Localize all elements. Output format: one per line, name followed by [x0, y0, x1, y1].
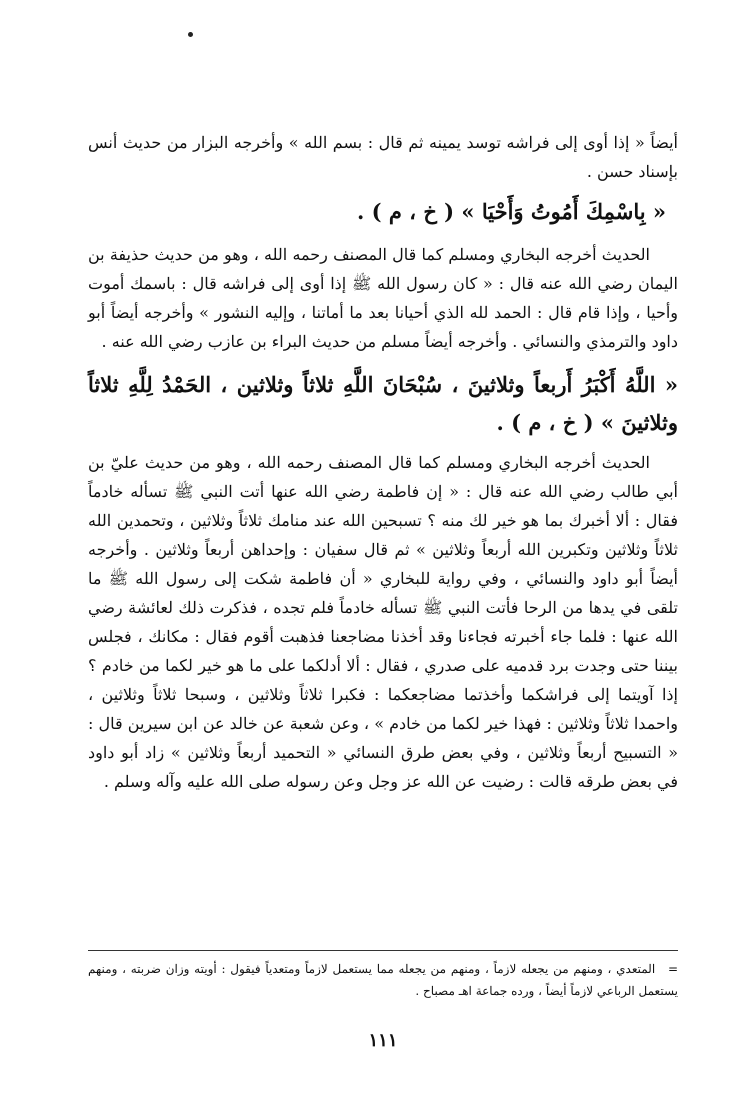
- page-mark-dot: [188, 32, 193, 37]
- footnote-text: المتعدي ، ومنهم من يجعله لازماً ، ومنهم من يجعله مما يستعمل لازماً ومتعدياً فيقول : أويته وزان ضربته ، ومنهم يستعمل الرباعي لازماً أيضاً ، ورده جماعة اهـ مصباح .: [88, 962, 678, 998]
- page-number: ١١١: [368, 1030, 398, 1051]
- paragraph-commentary-2: الحديث أخرجه البخاري ومسلم كما قال المصنف رحمه الله ، وهو من حديث عليّ بن أبي طالب رضي الله عنه قال : « إن فاطمة رضي الله عنها أتت النبي ﷺ تسأله خادماً فقال : ألا أخبرك بما هو خير لك منه ؟ تسبحين الله عند منامك ثلاثاً وثلاثين ، وتحمدين الله ثلاثاً وثلاثين وتكبرين الله أربعاً وثلاثين » ثم قال سفيان : وإحداهن أربعاً وثلاثين . وأخرجه أيضاً أبو داود والنسائي ، وفي رواية للبخاري « أن فاطمة شكت إلى رسول الله ﷺ ما تلقى في يدها من الرحا فأتت النبي ﷺ تسأله خادماً فلم تجده ، فذكرت ذلك لعائشة رضي الله عنها : فلما جاء أخبرته فجاءنا وقد أخذنا مضاجعنا فذهبت أقوم فقال : مكانك ، فجلس بيننا حتى وجدت برد قدميه على صدري ، فقال : ألا أدلكما على ما هو خير لكما من خادم ؟ إذا آويتما إلى فراشكما وأخذتما مضاجعكما : فكبرا ثلاثاً وثلاثين ، وسبحا ثلاثاً وثلاثين ، واحمدا ثلاثاً وثلاثين : فهذا خير لكما من خادم » ، وعن شعبة عن خالد عن ابن سيرين قال : « التسبيح أربعاً وثلاثين ، وفي بعض طرق النسائي « التحميد أربعاً وثلاثين » زاد أبو داود في بعض طرقه قالت : رضيت عن الله عز وجل وعن رسوله صلى الله عليه وآله وسلم .: [88, 453, 678, 791]
- page: [88, 0, 678, 1101]
- body-text: [88, 128, 678, 796]
- paragraph-commentary-1: الحديث أخرجه البخاري ومسلم كما قال المصنف رحمه الله ، وهو من حديث حذيفة بن اليمان رضي الله عنه قال : « كان رسول الله ﷺ إذا أوى إلى فراشه قال : باسمك أموت وأحيا ، وإذا قام قال : الحمد لله الذي أحيانا بعد ما أماتنا ، وإليه النشور » وأخرجه أيضاً أبو داود والترمذي والنسائي . وأخرجه أيضاً مسلم من حديث البراء بن عازب رضي الله عنه .: [88, 245, 679, 351]
- hadith-heading-bismika: « بِاسْمِكَ أَمُوتُ وَأَحْيَا » ( خ ، م ) .: [357, 199, 666, 224]
- hadith-heading-takbir: « اللَّهُ أَكْبَرُ أَربعاً وثلاثينَ ، سُبْحَانَ اللَّهِ ثلاثاً وثلاثين ، الحَمْدُ لِلَّهِ ثلاثاً وثلاثينَ » ( خ ، م ) .: [88, 372, 678, 435]
- footnote: [88, 958, 678, 1002]
- footnote-mark: =: [667, 962, 679, 976]
- paragraph-intro: أيضاً « إذا أوى إلى فراشه توسد يمينه ثم قال : بسم الله » وأخرجه البزار من حديث أنس بإسناد حسن .: [88, 133, 678, 181]
- footnote-separator: [88, 950, 678, 951]
